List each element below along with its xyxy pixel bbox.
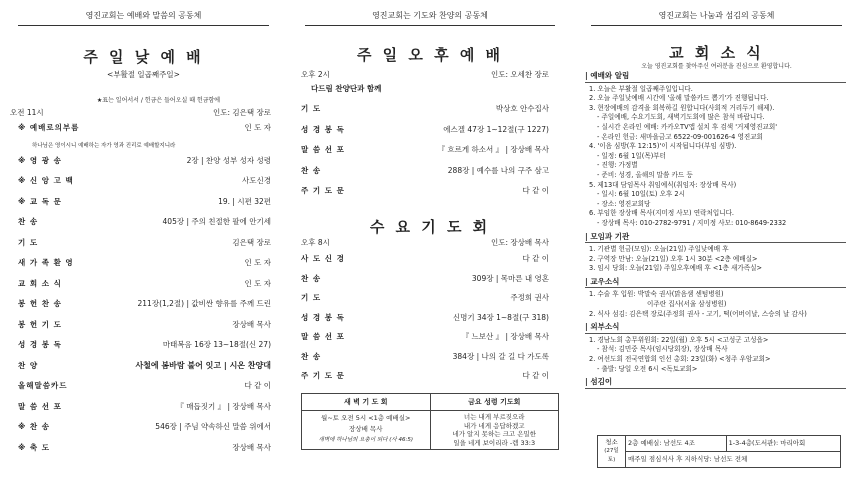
column-sunday-worship xyxy=(0,0,287,481)
col1-order-content: 마태복음 16장 13~18절(신 27) xyxy=(162,340,271,349)
col1-order-person: 김은택 장로 xyxy=(232,237,271,247)
news-item: 6. 부임한 장상배 목사(지미정 사모) 연락처입니다. xyxy=(589,209,735,218)
col2-order-value: 다 같 이 xyxy=(522,371,549,380)
col2-order-row xyxy=(301,272,549,286)
col1-order-subnote: 하나님은 영이시니 예배하는 자가 영과 진리로 예배할지니라 xyxy=(32,142,176,149)
news-item: 2. 여선도회 전국연합회 인선 총회: 23일(화) <청주 우암교회> xyxy=(589,355,771,364)
news-item: 이주란 집사(서울 삼성병원) xyxy=(647,300,727,309)
col1-order-row xyxy=(18,420,271,434)
col1-order-row xyxy=(18,297,271,311)
news-item: - 일정: 6월 1일(목)부터 xyxy=(597,151,667,160)
col2-order-label: 주 기 도 문 xyxy=(301,371,345,380)
col2-order-label: 기 도 xyxy=(301,293,322,302)
col2-order-value: 309장 | 목마른 내 영혼 xyxy=(471,273,549,283)
news-item: 1. 오늘은 부활절 일곱째주일입니다. xyxy=(589,84,693,93)
col2-order-label: 성 경 봉 독 xyxy=(301,312,345,322)
col1-order-person: 다 같 이 xyxy=(244,381,271,390)
col2-order-value: 『 흐르게 하소서 』 | 장상배 목사 xyxy=(437,145,549,154)
col3-subtitle: 오늘 영진교회를 찾아주신 여러분을 진심으로 환영합니다. xyxy=(641,63,792,70)
col2-order-value: 다 같 이 xyxy=(522,254,549,263)
col1-subtitle: <부활절 일곱째주일> xyxy=(107,70,180,79)
column-afternoon-worship xyxy=(287,0,573,481)
col1-order-row xyxy=(18,359,271,373)
col1-order-label: 봉 헌 찬 송 xyxy=(18,299,62,308)
col1-order-label: ※ 축 도 xyxy=(18,442,51,452)
col2-order-row xyxy=(301,369,549,383)
col1-order-row xyxy=(18,236,271,250)
news-section-title: | 모임과 기관 xyxy=(585,232,846,244)
col2-leader1: 인도: 오세찬 장로 xyxy=(490,70,549,79)
col1-order-label: ※ 찬 송 xyxy=(18,422,51,431)
col1-order-label: 말 씀 선 포 xyxy=(18,401,62,411)
col2-order-row xyxy=(301,330,549,344)
news-item: - 주일예배, 수요기도회, 새벽기도회에 많은 참석 바랍니다. xyxy=(597,113,765,122)
col2-order-row xyxy=(301,184,549,198)
col1-order-content: 546장 | 주님 약속하신 말씀 위에서 xyxy=(155,422,271,431)
col2-order-label: 기 도 xyxy=(301,104,322,113)
serve-r1c1: 2층 예배실: 남선도 4조 xyxy=(626,436,727,452)
col1-order-row xyxy=(18,277,271,291)
friday-verse-line3: 네가 알지 못하는 크고 은밀한 xyxy=(452,430,537,438)
col1-order-label: 성 경 봉 독 xyxy=(18,340,62,349)
col1-order-row xyxy=(18,215,271,229)
col1-order-label: ※ 교 독 문 xyxy=(18,196,62,206)
news-section-title: | 교우소식 xyxy=(585,277,846,289)
col1-order-label: 찬 양 xyxy=(18,360,39,370)
col2-order-row xyxy=(301,102,549,116)
col2-order-row xyxy=(301,291,549,305)
col1-order-label: 기 도 xyxy=(18,237,39,247)
friday-prayer-heading: 금요 성령 기도회 xyxy=(430,394,559,411)
news-item: 1. 수술 후 입원: 박말숙 권사(맑음샘 센텀병원) xyxy=(589,290,724,299)
dawn-prayer-heading: 새 벽 기 도 회 xyxy=(302,394,431,411)
col1-order-content: 2장 | 찬양 성부 성자 성령 xyxy=(186,155,271,165)
col1-order-label: 봉 헌 기 도 xyxy=(18,319,62,329)
col1-order-row xyxy=(18,121,271,135)
col1-order-person: 장상배 목사 xyxy=(232,442,271,452)
dawn-prayer-time: 월~토 오전 5시 <1층 예배실> xyxy=(321,414,411,422)
col2-time1: 오후 2시 xyxy=(301,70,330,79)
col1-order-content: 211장(1,2절) | 값비싼 향유를 주께 드린 xyxy=(137,299,271,308)
news-item: 3. 현장예배의 감격을 회복하길 원합니다(사회적 거리두기 해제). xyxy=(589,103,775,112)
col2-order-row xyxy=(301,164,549,178)
news-item: - 실시간 온라인 예배: 카카오TV앱 설치 후 검색 '거제영진교회' xyxy=(597,122,778,131)
news-item: 5. 제13대 담임목사 취임예식(취임자: 장상배 목사) xyxy=(589,180,737,189)
col1-order-row xyxy=(18,338,271,352)
col2-order-label: 찬 송 xyxy=(301,165,322,175)
serve-label: 청소 xyxy=(605,438,618,446)
col2-order-value: 384장 | 나의 갈 길 다 가도록 xyxy=(452,351,549,361)
col1-order-row xyxy=(18,400,271,414)
col2-order-row xyxy=(301,123,549,137)
col1-order-person: 사도신경 xyxy=(242,176,271,185)
col2-header xyxy=(305,6,555,26)
news-item: 1. 경남노회 총무위원회: 22일(월) 오후 5시 <고성군 고성읍> xyxy=(589,335,769,344)
col2-order-value: 에스겔 47장 1~12절(구 1227) xyxy=(443,124,549,134)
col1-order-content: 『 매듭짓기 』 | 장상배 목사 xyxy=(176,401,271,411)
col1-order-label: ※ 신 앙 고 백 xyxy=(18,176,74,185)
col1-order-person: 인 도 자 xyxy=(244,278,271,288)
col2-order-value: 288장 | 예수를 나의 구주 삼고 xyxy=(447,165,549,175)
col2-subtitle1: 다드림 찬양단과 함께 xyxy=(311,84,382,93)
col2-subtitle1-row xyxy=(311,82,549,96)
col3-header-motto: 나눔과 섬김의 공동체 xyxy=(697,11,775,20)
news-item: - 장소: 영진교회당 xyxy=(597,199,651,208)
friday-verse-line1: 너는 내게 부르짖으라 xyxy=(463,413,525,421)
col2-order-label: 성 경 봉 독 xyxy=(301,124,345,134)
col1-order-label: ※ 예배로의부름 xyxy=(18,123,80,132)
news-item: - 출발: 당일 오전 6시 <독토교회> xyxy=(597,364,698,373)
dawn-prayer-leader: 장상배 목사 xyxy=(349,425,383,433)
col1-header-church: 영진교회는 xyxy=(85,11,125,20)
col1-order-row xyxy=(18,379,271,393)
col1-order-label: 새 가 족 환 영 xyxy=(18,258,74,267)
col1-order-row xyxy=(18,154,271,168)
dawn-prayer-verse: 새벽에 하나님의 요충이 되다 (사 46:5) xyxy=(318,437,413,443)
news-item: - 장상배 목사: 010-2782-9791 / 지미정 사모: 010-8649-2332 xyxy=(597,218,787,227)
friday-prayer-cell xyxy=(430,411,559,450)
prayer-meeting-box xyxy=(301,393,559,450)
news-item: - 온라인 헌금: 새마을금고 6522-09-001626-4 영진교회 xyxy=(597,132,763,141)
col1-order-row xyxy=(18,139,271,153)
news-item: 2. 구역장 만남: 오늘(21일) 오후 1시 30분 <2층 예배실> xyxy=(589,254,758,263)
col1-order-row xyxy=(18,174,271,188)
col2-title-wednesday: 수 요 기 도 회 xyxy=(369,218,491,236)
col1-order-person: 장상배 목사 xyxy=(232,319,271,329)
col2-order-value: 박상호 안수집사 xyxy=(495,104,549,113)
col2-time1-row xyxy=(301,68,549,82)
news-item: 3. 임시 당회: 오늘(21일) 주일오후예배 후 <1층 새가족실> xyxy=(589,264,762,273)
col1-header xyxy=(18,6,269,26)
col3-header-church: 영진교회는 xyxy=(658,11,698,20)
col3-title: 교 회 소 식 xyxy=(669,44,764,62)
col2-leader2: 인도: 장상배 목사 xyxy=(490,238,549,247)
col3-header xyxy=(591,6,842,26)
col1-order-content: 405장 | 주의 친절한 팔에 안기세 xyxy=(162,217,271,226)
col2-order-label: 말 씀 선 포 xyxy=(301,145,345,154)
col1-time: 오전 11시 xyxy=(10,108,44,117)
col2-order-row xyxy=(301,311,549,325)
col1-order-label: 올해말씀카드 xyxy=(18,381,68,390)
col1-order-label: 교 회 소 식 xyxy=(18,278,62,288)
col1-order-row xyxy=(18,256,271,270)
news-item: - 준비: 성경, 올해의 말씀 카드 등 xyxy=(597,170,693,179)
col2-order-row xyxy=(301,350,549,364)
col2-order-value: 신명기 34장 1~8절(구 318) xyxy=(452,312,549,322)
news-item: 1. 기관별 헌금(모임): 오늘(21일) 주일낮예배 후 xyxy=(589,245,729,254)
col2-time2-row xyxy=(301,236,549,250)
col2-header-motto: 기도와 찬양의 공동체 xyxy=(410,11,488,20)
col2-order-row xyxy=(301,252,549,266)
friday-verse-line2: 내가 네게 응답하겠고 xyxy=(463,421,525,430)
col2-title-afternoon: 주 일 오 후 예 배 xyxy=(356,46,504,64)
col1-title: 주 일 낮 예 배 xyxy=(83,48,204,66)
serve-date: (27일 토) xyxy=(604,448,619,463)
news-section-title: | 섬김이 xyxy=(585,377,846,389)
serve-table xyxy=(597,435,841,468)
col1-order-label: ※ 영 광 송 xyxy=(18,155,62,165)
news-section-title: | 외부소식 xyxy=(585,322,846,334)
col2-order-row xyxy=(301,143,549,157)
col1-order-label: 찬 송 xyxy=(18,217,39,226)
news-item: 2. 오늘 주일낮예배 시간에 '올해 말씀카드 뽑기'가 진행됩니다. xyxy=(589,94,769,103)
col1-order-content: 사철에 봄바람 불어 잇고 | 시온 찬양대 xyxy=(135,360,271,370)
news-list xyxy=(585,68,846,391)
col1-order-person: 인 도 자 xyxy=(244,258,271,267)
col1-note: ★표는 일어서서 / 헌금은 들어오실 때 헌금함에 xyxy=(96,97,221,104)
serve-r2: 매주일 점심식사 후 지하식당: 남선도 전체 xyxy=(626,452,841,468)
column-church-news xyxy=(573,0,860,481)
col2-order-label: 찬 송 xyxy=(301,273,322,283)
col2-order-label: 사 도 신 경 xyxy=(301,254,345,263)
col1-order-content: 19. | 시편 32편 xyxy=(218,196,271,206)
col2-header-church: 영진교회는 xyxy=(372,11,411,20)
news-item: - 참석: 김민중 목사(임시당회장), 장상배 목사 xyxy=(597,345,728,354)
col1-order-person: 인 도 자 xyxy=(244,123,271,132)
friday-verse-line4: 일을 네게 보이리라 -렘 33:3 xyxy=(453,438,536,447)
news-section-title: | 예배와 알림 xyxy=(585,71,846,83)
news-item: 2. 식사 섬김: 김은택 장로(주정희 권사 - 고기, 떡(어버이날, 스승의 날 감사) xyxy=(589,309,807,318)
serve-label-cell xyxy=(598,436,626,468)
col1-leader: 인도: 김은택 장로 xyxy=(212,108,271,117)
col1-order-row xyxy=(18,195,271,209)
col2-order-label: 찬 송 xyxy=(301,351,322,361)
dawn-prayer-cell xyxy=(302,411,431,450)
col2-time2: 오후 8시 xyxy=(301,238,330,247)
col1-time-row xyxy=(10,106,271,120)
col1-order-row xyxy=(18,441,271,455)
news-item: 4. '이음 심방(후 12:15)'이 시작됩니다(부임 심방). xyxy=(589,142,737,151)
col2-order-value: 다 같 이 xyxy=(522,186,549,195)
news-item: - 일시: 6월 10일(토) 오후 2시 xyxy=(597,190,685,199)
col2-order-value: 주정희 권사 xyxy=(510,293,549,302)
col2-order-label: 말 씀 선 포 xyxy=(301,332,345,341)
col1-header-motto: 예배와 말씀의 공동체 xyxy=(124,11,202,20)
news-item: - 진행: 가정별 xyxy=(597,161,638,170)
serve-r1c2: 1-3-4층(도서관): 마리아회 xyxy=(726,436,840,452)
col2-order-label: 주 기 도 문 xyxy=(301,186,345,195)
col1-order-row xyxy=(18,318,271,332)
col2-order-value: 『 느보산 』 | 장상배 목사 xyxy=(461,332,549,341)
